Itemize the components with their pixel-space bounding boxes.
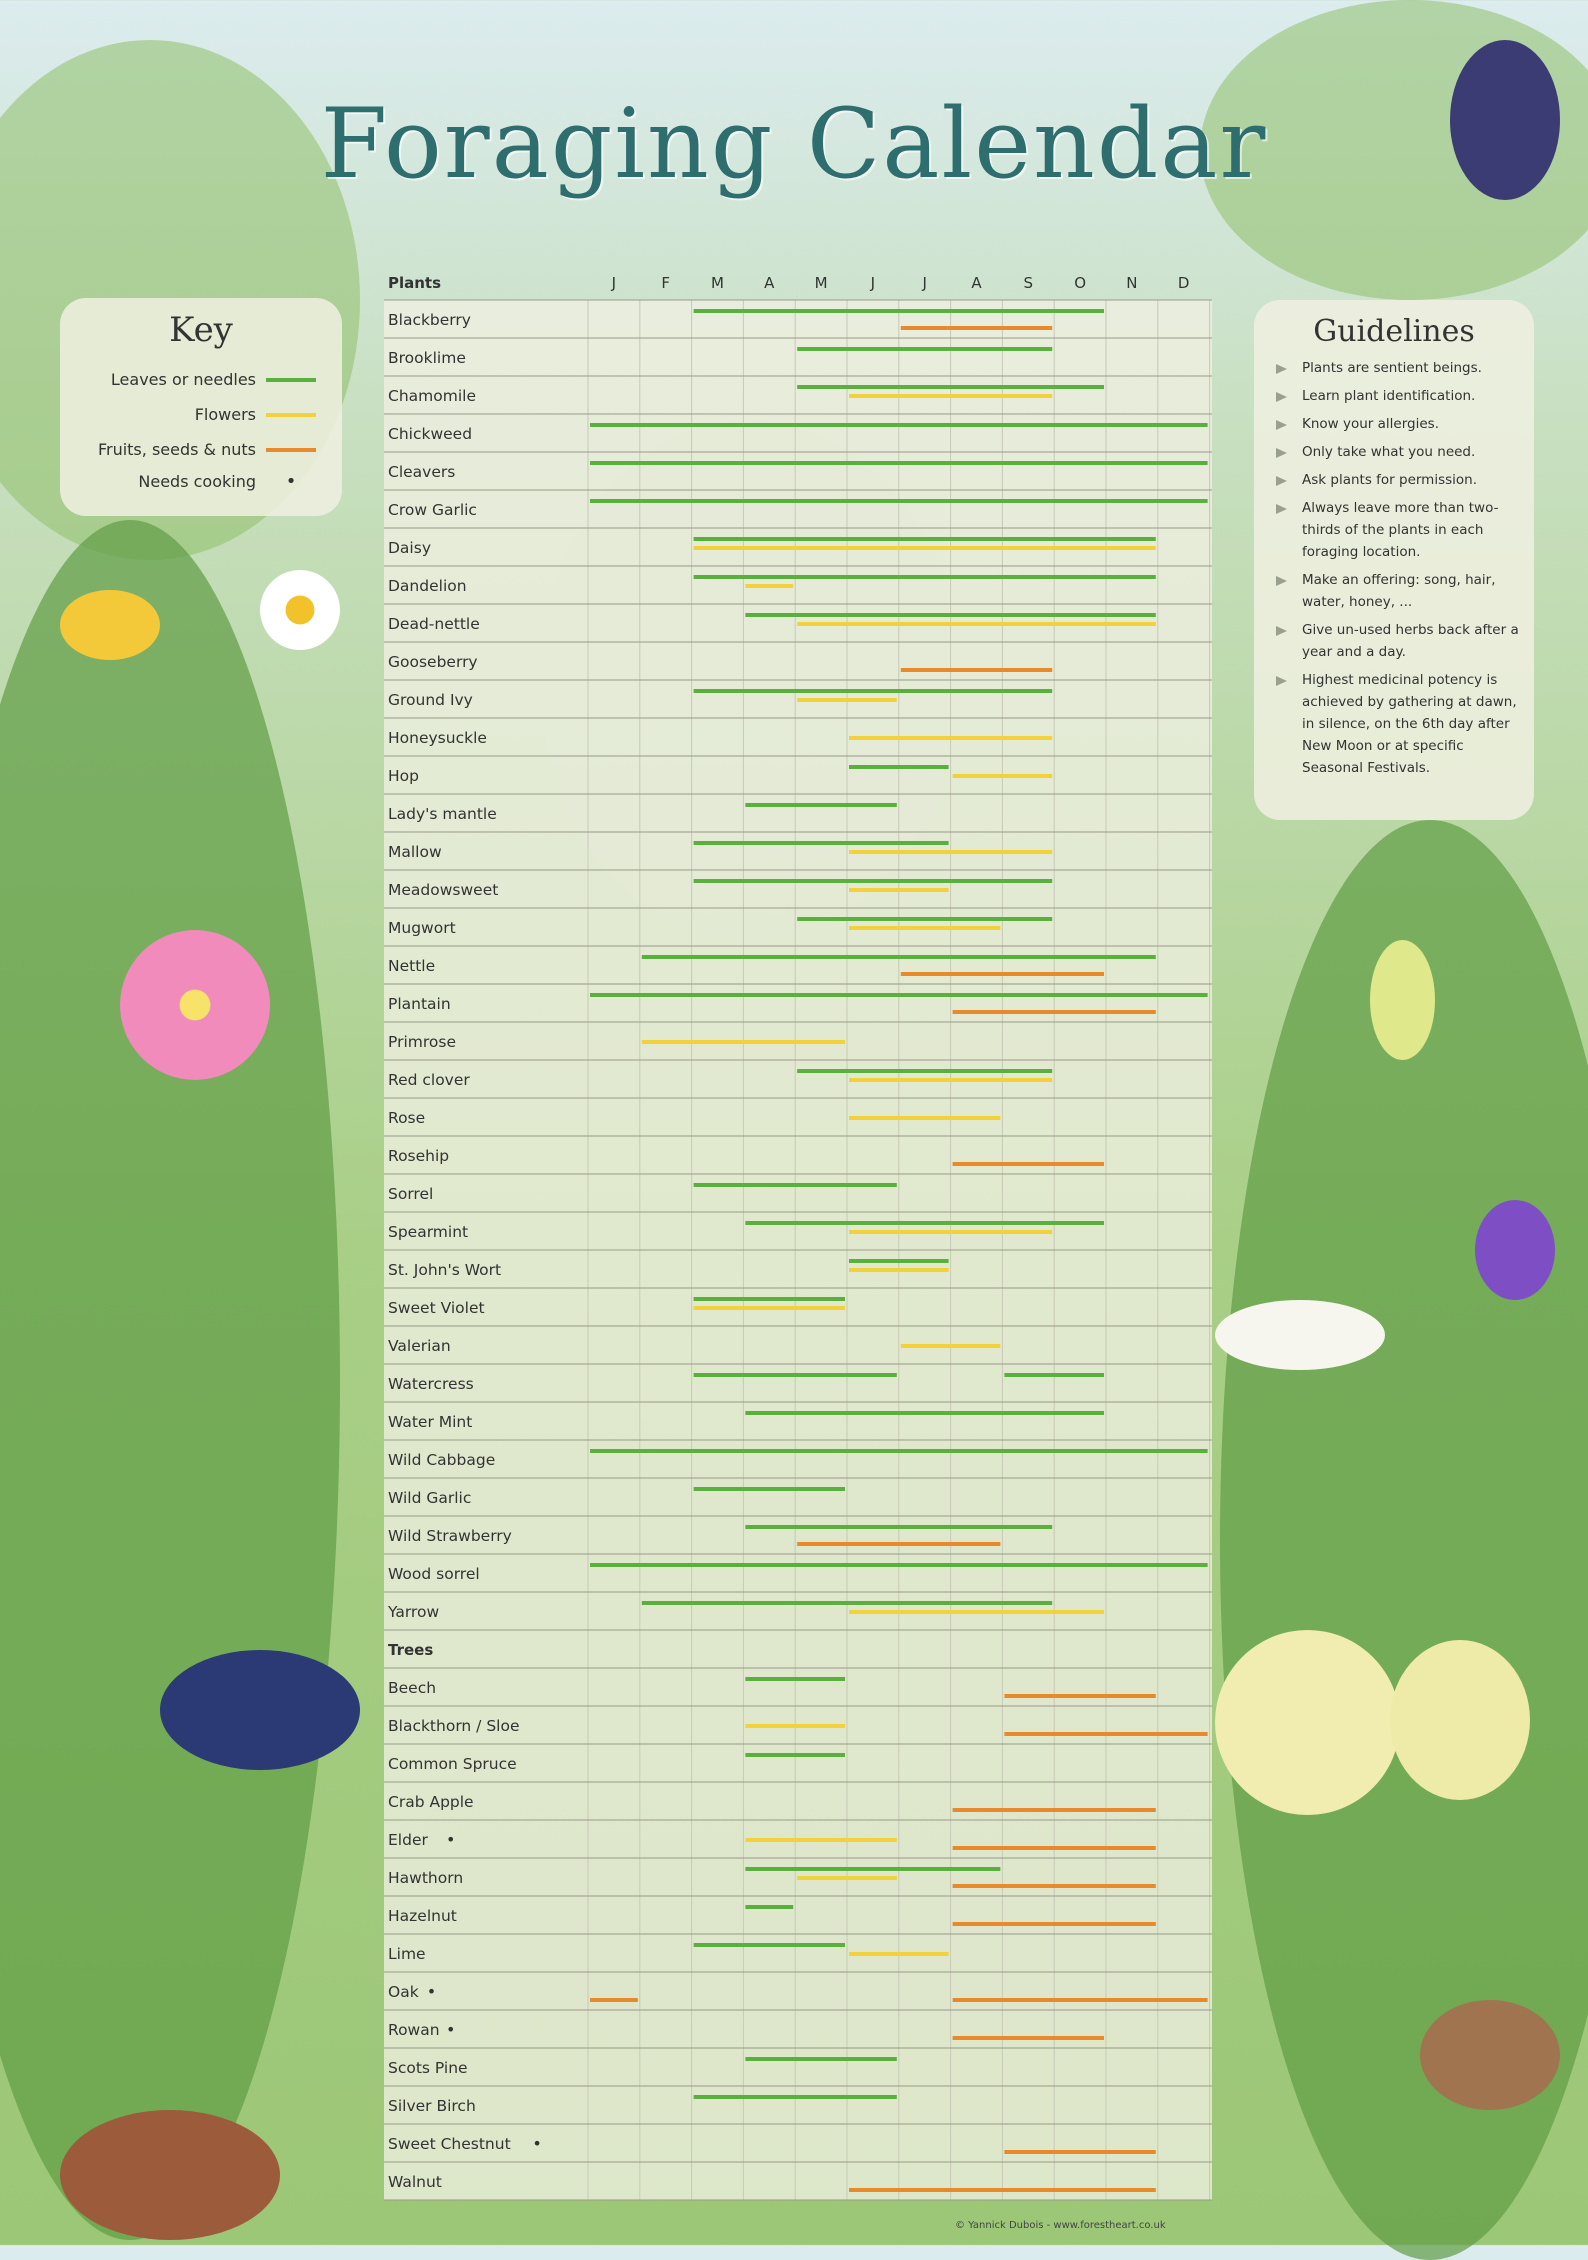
- month-label: N: [1126, 274, 1138, 292]
- row-label: Ground Ivy: [388, 691, 473, 709]
- row-label: Valerian: [388, 1337, 451, 1355]
- month-label: J: [611, 274, 617, 292]
- key-label-flowers: Flowers: [194, 405, 256, 424]
- guideline-item: Make an offering: song, hair, water, honey, ...: [1276, 569, 1520, 613]
- row-label: Hawthorn: [388, 1869, 464, 1887]
- row-label: Rowan: [388, 2021, 440, 2039]
- row-label: Sorrel: [388, 1185, 434, 1203]
- month-label: J: [922, 274, 927, 292]
- row-label: Wild Strawberry: [388, 1527, 512, 1545]
- row-label: Hop: [388, 767, 419, 785]
- month-label: F: [661, 274, 671, 292]
- row-label: Wild Garlic: [388, 1489, 472, 1507]
- row-label: Dead-nettle: [388, 615, 480, 633]
- row-label: Cleavers: [388, 463, 456, 481]
- credit-text: © Yannick Dubois - www.forestheart.co.uk: [955, 2220, 1166, 2231]
- key-label-fruits: Fruits, seeds & nuts: [97, 440, 256, 459]
- row-label: Sweet Chestnut: [388, 2135, 511, 2153]
- guidelines-heading: Guidelines: [1313, 314, 1475, 349]
- row-label: Sweet Violet: [388, 1299, 485, 1317]
- row-label: Nettle: [388, 957, 436, 975]
- key-heading: Key: [169, 310, 233, 350]
- guideline-item: Plants are sentient beings.: [1276, 357, 1520, 379]
- row-label: Lime: [388, 1945, 426, 1963]
- row-label: Plantain: [388, 995, 451, 1013]
- row-label: Chamomile: [388, 387, 476, 405]
- row-label: Mallow: [388, 843, 442, 861]
- guideline-item: Ask plants for permission.: [1276, 469, 1520, 491]
- key-label-cooking: Needs cooking: [138, 472, 256, 491]
- guideline-item: Know your allergies.: [1276, 413, 1520, 435]
- guideline-item: Only take what you need.: [1276, 441, 1520, 463]
- row-label: Chickweed: [388, 425, 473, 443]
- month-label: A: [971, 274, 982, 292]
- row-label: Spearmint: [388, 1223, 469, 1241]
- row-label: Primrose: [388, 1033, 456, 1051]
- row-label: Crow Garlic: [388, 501, 477, 519]
- row-label: Walnut: [388, 2173, 442, 2191]
- row-label: Elder: [388, 1831, 428, 1849]
- needs-cooking-dot: •: [446, 2020, 456, 2039]
- row-label: Water Mint: [388, 1413, 473, 1431]
- row-label: Daisy: [388, 539, 431, 557]
- row-label: Yarrow: [388, 1603, 440, 1621]
- row-label: Scots Pine: [388, 2059, 468, 2077]
- row-label: Red clover: [388, 1071, 470, 1089]
- month-label: O: [1074, 274, 1087, 292]
- month-label: M: [711, 274, 724, 292]
- row-label: Crab Apple: [388, 1793, 474, 1811]
- row-label: Honeysuckle: [388, 729, 487, 747]
- row-label: Lady's mantle: [388, 805, 497, 823]
- row-label: Dandelion: [388, 577, 467, 595]
- row-label: Silver Birch: [388, 2097, 476, 2115]
- month-label: D: [1177, 274, 1190, 292]
- needs-cooking-dot: •: [532, 2134, 542, 2153]
- row-label: Wild Cabbage: [388, 1451, 496, 1469]
- row-label: Gooseberry: [388, 653, 478, 671]
- row-label: Blackberry: [388, 311, 471, 329]
- month-label: A: [764, 274, 775, 292]
- section-heading: Trees: [388, 1641, 434, 1659]
- row-label: Brooklime: [388, 349, 466, 367]
- row-label: Rose: [388, 1109, 426, 1127]
- page-title: Foraging Calendar: [320, 88, 1268, 200]
- needs-cooking-dot: •: [446, 1830, 456, 1849]
- row-label: Wood sorrel: [388, 1565, 480, 1583]
- row-label: Blackthorn / Sloe: [388, 1717, 520, 1735]
- month-label: M: [814, 274, 828, 292]
- month-label: S: [1023, 274, 1034, 292]
- row-label: Common Spruce: [388, 1755, 517, 1773]
- row-label: Mugwort: [388, 919, 456, 937]
- row-label: Hazelnut: [388, 1907, 457, 1925]
- row-label: Beech: [388, 1679, 437, 1697]
- section-heading: Plants: [388, 274, 442, 292]
- guideline-item: Always leave more than two-thirds of the plants in each foraging location.: [1276, 497, 1520, 563]
- month-label: J: [870, 274, 876, 292]
- needs-cooking-dot: •: [426, 1982, 437, 2001]
- guideline-item: Learn plant identification.: [1276, 385, 1520, 407]
- row-label: Rosehip: [388, 1147, 450, 1165]
- guideline-item: Give un-used herbs back after a year and a day.: [1276, 619, 1520, 663]
- guideline-item: Highest medicinal potency is achieved by gathering at dawn, in silence, on the 6th day after New Moon or at specific Seasonal Festivals.: [1276, 669, 1520, 779]
- row-label: Oak: [388, 1983, 419, 2001]
- key-symbol-cooking: •: [285, 470, 297, 492]
- row-label: Watercress: [388, 1375, 474, 1393]
- row-label: Meadowsweet: [388, 881, 499, 899]
- row-label: St. John's Wort: [388, 1261, 502, 1279]
- key-label-leaves: Leaves or needles: [110, 370, 256, 389]
